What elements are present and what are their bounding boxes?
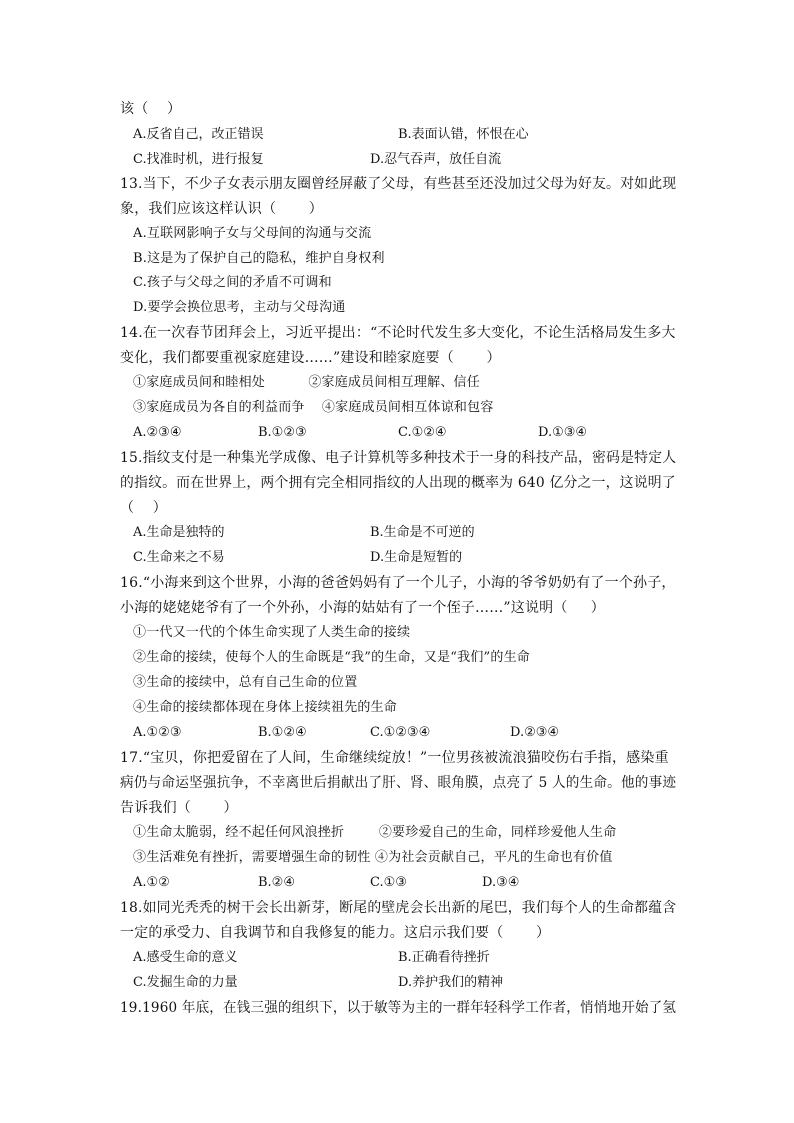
q14-statements-1-2: ①家庭成员间和睦相处 ②家庭成员间相互理解、信任 <box>133 375 480 390</box>
q15-option-b: B.生命是不可逆的 <box>370 525 475 540</box>
q16-statement-4: ④生命的接续都体现在身体上接续祖先的生命 <box>133 700 398 715</box>
q13-stem-line1: 13.当下，不少子女表示朋友圈曾经屏蔽了父母，有些甚至还没加过父母为好友。对如此现 <box>120 176 677 192</box>
q13-option-a: A.互联网影响子女与父母间的沟通与交流 <box>133 226 372 241</box>
q16-statement-2: ②生命的接续，使每个人的生命既是“我”的生命，又是“我们”的生命 <box>133 650 530 665</box>
q16-statement-1: ①一代又一代的个体生命实现了人类生命的接续 <box>133 625 411 640</box>
q13-option-d: D.要学会换位思考，主动与父母沟通 <box>133 300 346 315</box>
q17-stem-line3: 告诉我们（ ） <box>120 800 238 816</box>
q15-stem-line2: 的指纹。而在世界上，两个拥有完全相同指纹的人出现的概率为 640 亿分之一，这说明了 <box>120 475 676 491</box>
q15-option-d: D.生命是短暂的 <box>370 550 463 565</box>
q17-option-d: D.③④ <box>482 875 520 890</box>
q17-option-a: A.①② <box>133 875 170 890</box>
q12-option-a: A.反省自己，改正错误 <box>133 127 264 142</box>
q12-option-c: C.找准时机，进行报复 <box>133 152 264 167</box>
q15-option-a: A.生命是独特的 <box>133 525 225 540</box>
q13-stem-line2: 象，我们应该这样认识（ ） <box>120 201 323 217</box>
q18-option-d: D.养护我们的精神 <box>398 975 504 990</box>
q12-option-d: D.忍气吞声，放任自流 <box>370 152 502 167</box>
q18-option-b: B.正确看待挫折 <box>398 950 490 965</box>
q16-stem-line1: 16.“小海来到这个世界，小海的爸爸妈妈有了一个儿子，小海的爷爷奶奶有了一个孙子， <box>120 575 676 591</box>
q14-option-c: C.①②④ <box>398 425 447 440</box>
q13-option-c: C.孩子与父母之间的矛盾不可调和 <box>133 275 332 290</box>
q15-stem-line3: （ ） <box>120 500 168 516</box>
q14-stem-line1: 14.在一次春节团拜会上，习近平提出：“不论时代发生多大变化，不论生活格局发生多大 <box>120 325 676 341</box>
q15-stem-line1: 15.指纹支付是一种集光学成像、电子计算机等多种技术于一身的科技产品，密码是特定人 <box>120 450 677 466</box>
q14-stem-line2: 变化，我们都要重视家庭建设……”建设和睦家庭要（ ） <box>120 350 501 366</box>
q17-stem-line1: 17.“宝贝，你把爱留在了人间，生命继续绽放！”一位男孩被流浪猫咬伤右手指，感染重 <box>120 750 669 766</box>
q17-option-c: C.①③ <box>370 875 407 890</box>
q16-option-c: C.①②③④ <box>370 725 431 740</box>
q17-statements-3-4: ③生活难免有挫折，需要增强生命的韧性 ④为社会贡献自己，平凡的生命也有价值 <box>133 850 613 865</box>
q12-option-b: B.表面认错，怀恨在心 <box>398 127 529 142</box>
q14-option-a: A.②③④ <box>133 425 182 440</box>
q15-option-c: C.生命来之不易 <box>133 550 225 565</box>
q16-option-d: D.②③④ <box>510 725 560 740</box>
q18-stem-line2: 一定的承受力、自我调节和自我修复的能力。这启示我们要（ ） <box>120 925 551 941</box>
q14-option-b: B.①②③ <box>258 425 307 440</box>
q18-option-a: A.感受生命的意义 <box>133 950 238 965</box>
q18-stem-line1: 18.如同光秃秃的树干会长出新芽，断尾的壁虎会长出新的尾巴，我们每个人的生命都蕴含 <box>120 900 677 916</box>
q16-option-a: A.①②③ <box>133 725 182 740</box>
q16-option-b: B.①②④ <box>258 725 307 740</box>
q17-option-b: B.②④ <box>258 875 295 890</box>
q18-option-c: C.发掘生命的力量 <box>133 975 238 990</box>
q16-statement-3: ③生命的接续中，总有自己生命的位置 <box>133 675 358 690</box>
q17-statements-1-2: ①生命太脆弱，经不起任何风浪挫折 ②要珍爱自己的生命，同样珍爱他人生命 <box>133 825 617 840</box>
q19-stem-line1: 19.1960 年底，在钱三强的组织下，以于敏等为主的一群年轻科学工作者，悄悄地开始了氢 <box>120 1000 677 1016</box>
q16-stem-line2: 小海的姥姥姥爷有了一个外孙，小海的姑姑有了一个侄子……”这说明（ ） <box>120 600 606 616</box>
q14-statements-3-4: ③家庭成员为各自的利益而争 ④家庭成员间相互体谅和包容 <box>133 400 494 415</box>
q14-option-d: D.①③④ <box>538 425 588 440</box>
q13-option-b: B.这是为了保护自己的隐私，维护自身权利 <box>133 251 385 266</box>
q17-stem-line2: 病仍与命运坚强抗争，不幸离世后捐献出了肝、肾、眼角膜，点亮了 5 人的生命。他的事迹 <box>120 775 677 791</box>
q12-stem-tail: 该（ ） <box>120 101 182 117</box>
